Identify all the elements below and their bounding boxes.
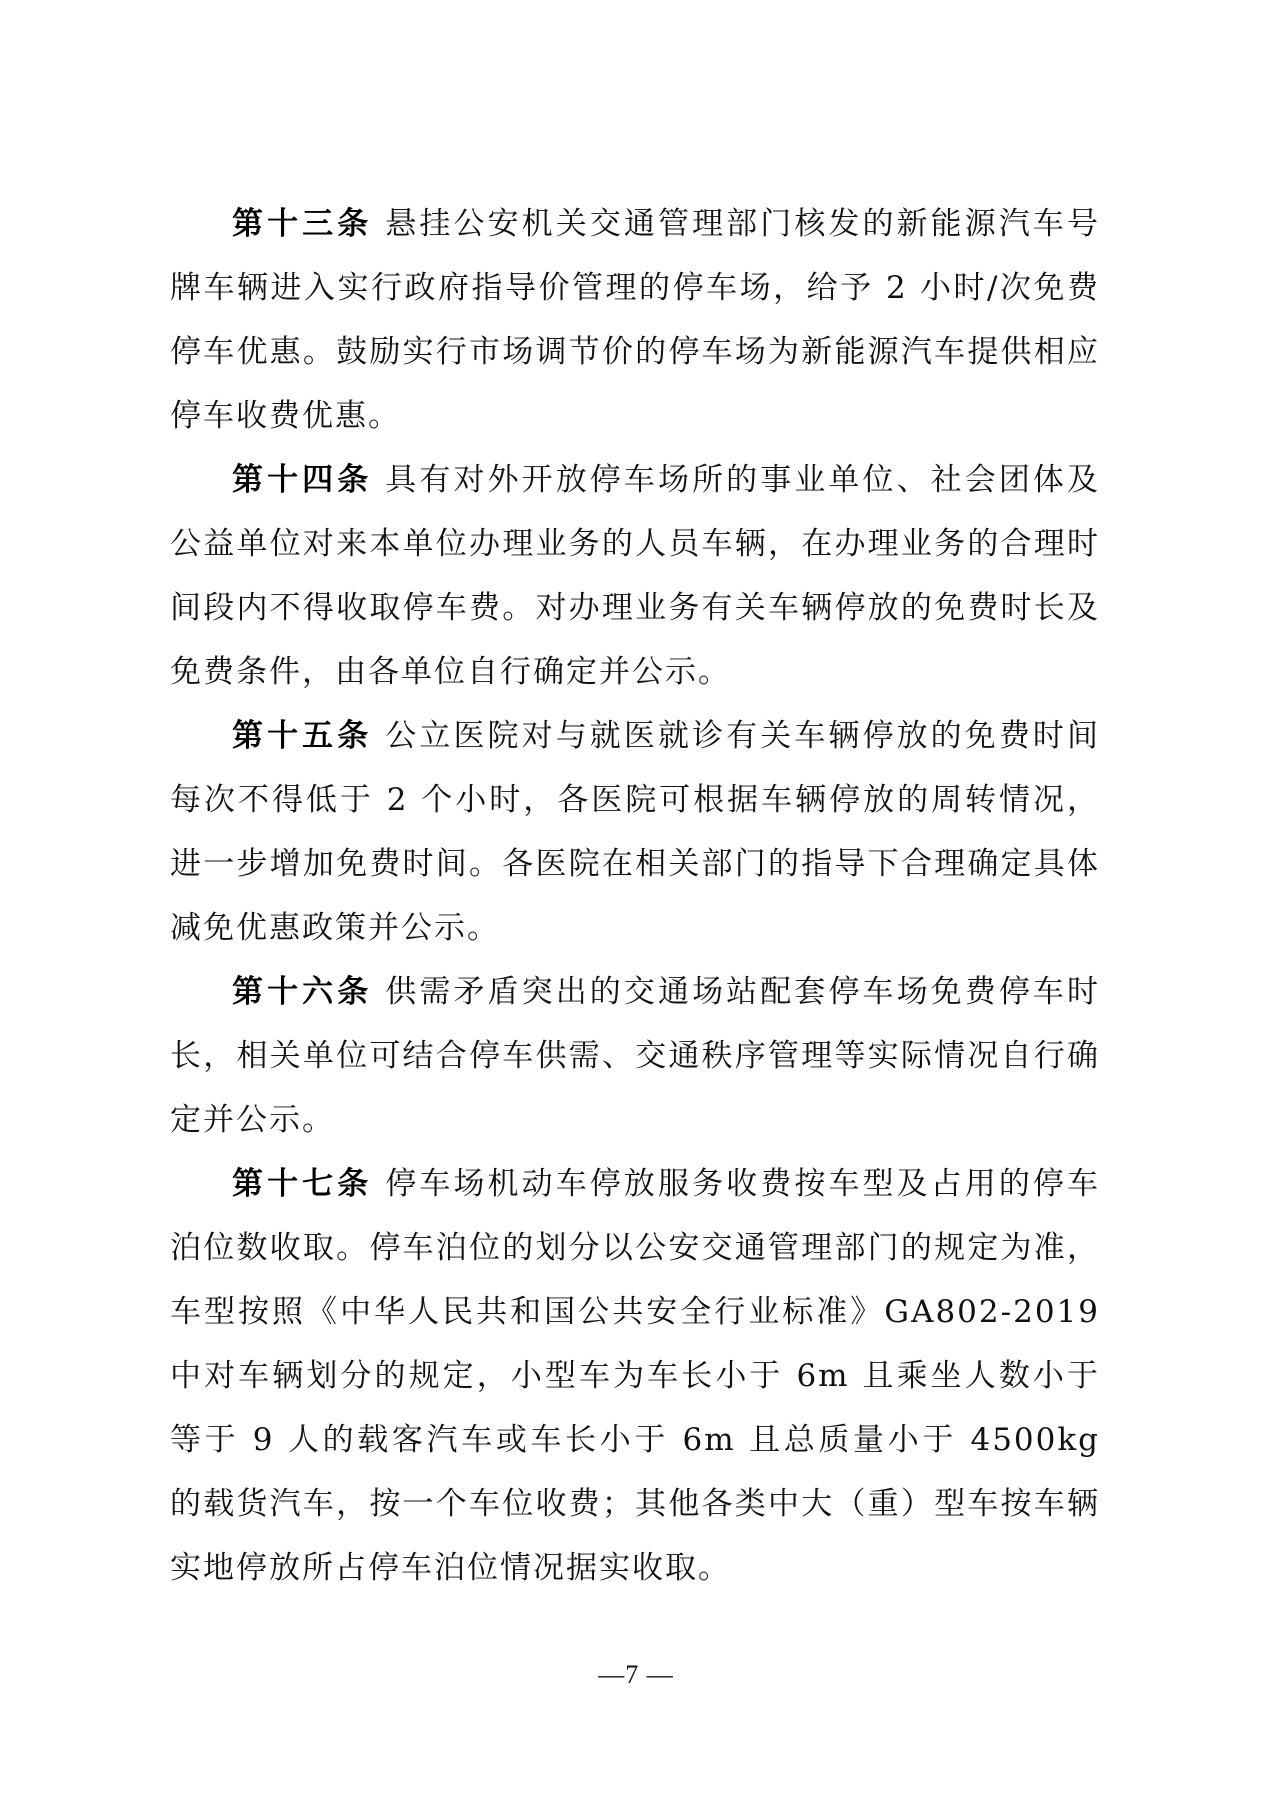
document-body: [170, 192, 1100, 1600]
article-14: [170, 448, 1100, 704]
article-heading: 第十七条: [232, 1166, 373, 1202]
page-number: —7 —: [598, 1660, 674, 1689]
article-text: 悬挂公安机关交通管理部门核发的新能源汽车号牌车辆进入实行政府指导价管理的停车场，给予 2 小时/次免费停车优惠。鼓励实行市场调节价的停车场为新能源汽车提供相应停车收费优惠。: [170, 206, 1101, 434]
article-13: [170, 192, 1100, 448]
article-15: [170, 704, 1100, 960]
article-text: 具有对外开放停车场所的事业单位、社会团体及公益单位对来本单位办理业务的人员车辆，在办理业务的合理时间段内不得收取停车费。对办理业务有关车辆停放的免费时长及免费条件，由各单位自行确定并公示。: [170, 462, 1101, 690]
article-text: 公立医院对与就医就诊有关车辆停放的免费时间每次不得低于 2 个小时，各医院可根据车辆停放的周转情况，进一步增加免费时间。各医院在相关部门的指导下合理确定具体减免优惠政策并公示。: [170, 718, 1101, 946]
article-heading: 第十五条: [232, 718, 373, 754]
article-heading: 第十四条: [232, 462, 373, 498]
article-16: [170, 960, 1100, 1152]
article-text: 停车场机动车停放服务收费按车型及占用的停车泊位数收取。停车泊位的划分以公安交通管理部门的规定为准，车型按照《中华人民共和国公共安全行业标准》GA802-2019 中对车辆划分的规定，小型车为车长小于 6m 且乘坐人数小于等于 9 人的载客汽车或车长小于 6m 且总质量小于 4500kg 的载货汽车，按一个车位收费；其他各类中大（重）型车按车辆实地停放所占停车泊位情况据实收取。: [170, 1166, 1101, 1586]
article-17: [170, 1152, 1100, 1600]
article-text: 供需矛盾突出的交通场站配套停车场免费停车时长，相关单位可结合停车供需、交通秩序管理等实际情况自行确定并公示。: [170, 974, 1101, 1138]
article-heading: 第十六条: [232, 974, 373, 1010]
article-heading: 第十三条: [232, 206, 373, 242]
